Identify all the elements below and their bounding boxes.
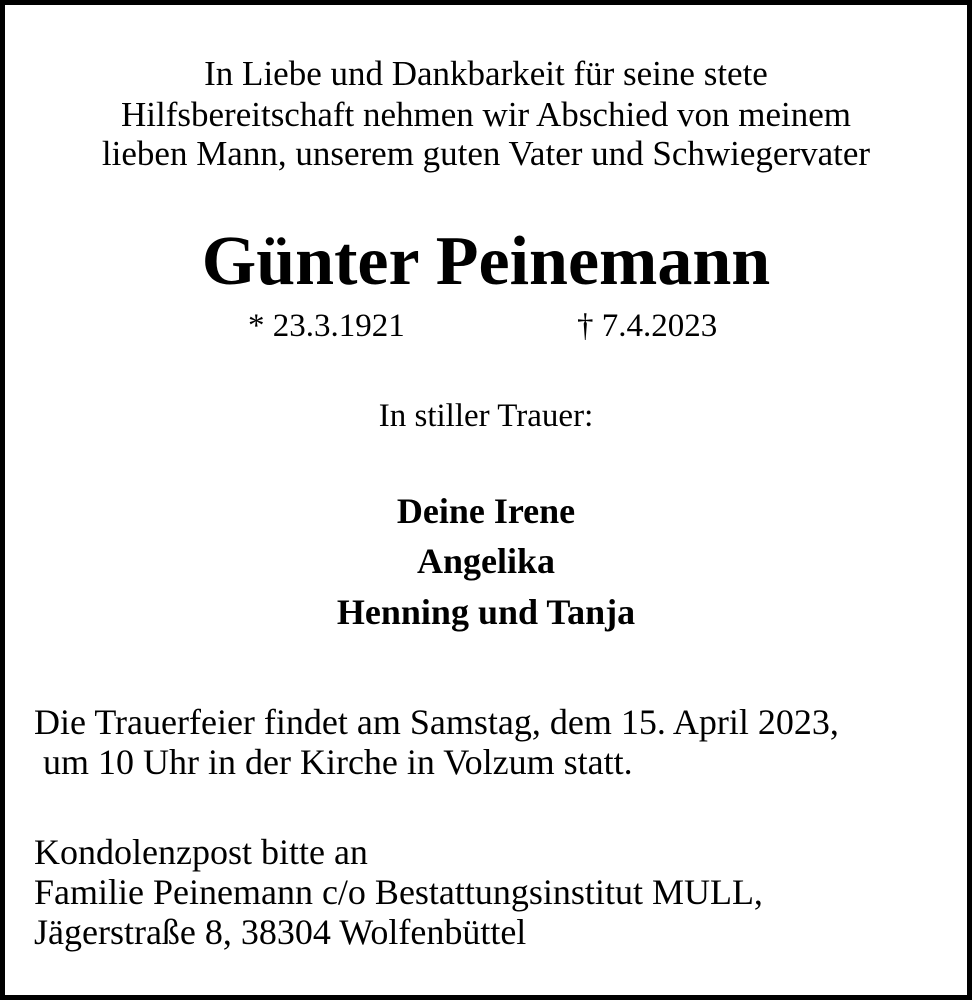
condolence-line-2: Familie Peinemann c/o Bestattungsinstitut MULL,	[34, 872, 763, 912]
birth-date: * 23.3.1921	[248, 308, 405, 344]
condolence-line-1: Kondolenzpost bitte an	[34, 832, 368, 872]
condolence-line-3: Jägerstraße 8, 38304 Wolfenbüttel	[34, 912, 527, 952]
intro-line-2: Hilfsbereitschaft nehmen wir Abschied von meinem	[121, 95, 851, 134]
deceased-name: Günter Peinemann	[201, 223, 771, 300]
family-member-3: Henning und Tanja	[336, 592, 636, 632]
service-line-2: um 10 Uhr in der Kirche in Volzum statt.	[34, 742, 633, 782]
service-line-1: Die Trauerfeier findet am Samstag, dem 15. April 2023,	[34, 702, 839, 742]
death-date: † 7.4.2023	[577, 308, 718, 344]
intro-line-3: lieben Mann, unserem guten Vater und Schwiegervater	[101, 134, 871, 173]
family-member-2: Angelika	[416, 541, 556, 581]
family-member-1: Deine Irene	[396, 491, 576, 531]
intro-line-1: In Liebe und Dankbarkeit für seine stete	[204, 54, 768, 93]
mourning-label: In stiller Trauer:	[378, 398, 594, 434]
